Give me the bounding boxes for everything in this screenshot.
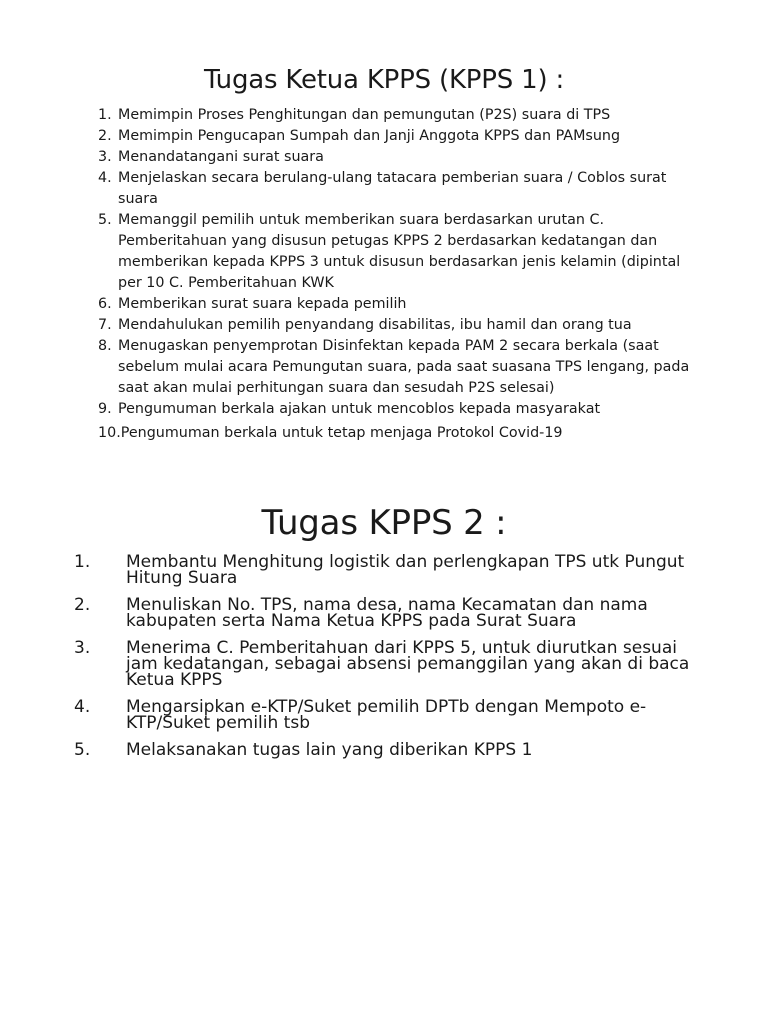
item-text: Memberikan surat suara kepada pemilih	[118, 296, 407, 312]
item-number: 2.	[74, 595, 91, 615]
list-item	[98, 105, 708, 126]
item-number: 7.	[98, 317, 112, 333]
section-kpps-2	[0, 500, 768, 760]
item-number: 4.	[74, 697, 91, 717]
item-text: Menuliskan No. TPS, nama desa, nama Kecamatan dan nama kabupaten serta Nama Ketua KPPS pada Surat Suara	[126, 595, 648, 631]
item-number: 3.	[98, 149, 112, 165]
item-text: Pengumuman berkala ajakan untuk mencoblos kepada masyarakat	[118, 401, 601, 417]
list-item	[74, 742, 714, 758]
item-text: Pengumuman berkala untuk tetap menjaga Protokol Covid-19	[120, 425, 563, 441]
item-number: 10.	[98, 425, 121, 441]
item-number: 4.	[98, 170, 112, 186]
list-item	[74, 640, 714, 688]
list-item	[98, 294, 708, 315]
section-ketua-kpps	[0, 60, 768, 441]
item-number: 5.	[74, 740, 91, 760]
item-text: Mengarsipkan e-KTP/Suket pemilih DPTb dengan Mempoto e-KTP/Suket pemilih tsb	[126, 697, 647, 733]
section2-title: Tugas KPPS 2 :	[261, 503, 507, 543]
item-number: 8.	[98, 338, 112, 354]
list-item	[98, 168, 708, 210]
item-text: Melaksanakan tugas lain yang diberikan KPPS 1	[126, 740, 533, 760]
item-text: Menugaskan penyemprotan Disinfektan kepada PAM 2 secara berkala (saat sebelum mulai acara Pemungutan suara, pada saat suasana TPS lengang, pada saat akan mulai perhitungan suara dan sesudah P2S selesai)	[118, 338, 690, 396]
section1-title: Tugas Ketua KPPS (KPPS 1) :	[203, 65, 565, 95]
item-text: Mendahulukan pemilih penyandang disabilitas, ibu hamil dan orang tua	[118, 317, 632, 333]
ketua-kpps-task-list	[98, 105, 708, 444]
list-item	[98, 399, 708, 420]
list-item	[74, 554, 714, 586]
list-item	[74, 597, 714, 629]
list-item	[74, 699, 714, 731]
list-item	[98, 423, 708, 444]
item-text: Menerima C. Pemberitahuan dari KPPS 5, untuk diurutkan sesuai jam kedatangan, sebagai absensi pemanggilan yang akan di baca Ketua KPPS	[126, 638, 690, 690]
item-number: 9.	[98, 401, 112, 417]
list-item	[98, 336, 708, 399]
item-text: Memimpin Pengucapan Sumpah dan Janji Anggota KPPS dan PAMsung	[118, 128, 621, 144]
item-text: Membantu Menghitung logistik dan perlengkapan TPS utk Pungut Hitung Suara	[126, 552, 685, 588]
kpps-2-task-list	[74, 554, 714, 769]
list-item	[98, 126, 708, 147]
item-text: Memimpin Proses Penghitungan dan pemungutan (P2S) suara di TPS	[118, 107, 611, 123]
item-number: 2.	[98, 128, 112, 144]
list-item	[98, 315, 708, 336]
list-item	[98, 147, 708, 168]
item-text: Menjelaskan secara berulang-ulang tatacara pemberian suara / Coblos surat suara	[118, 170, 667, 207]
item-number: 3.	[74, 638, 91, 658]
item-number: 6.	[98, 296, 112, 312]
item-number: 1.	[74, 552, 91, 572]
item-number: 5.	[98, 212, 112, 228]
list-item	[98, 210, 708, 294]
item-number: 1.	[98, 107, 112, 123]
item-text: Menandatangani surat suara	[118, 149, 324, 165]
item-text: Memanggil pemilih untuk memberikan suara berdasarkan urutan C. Pemberitahuan yang disusun petugas KPPS 2 berdasarkan kedatangan dan memberikan kepada KPPS 3 untuk disusun berdasarkan jenis kelamin (dipintal per 10 C. Pemberitahuan KWK	[118, 212, 681, 291]
